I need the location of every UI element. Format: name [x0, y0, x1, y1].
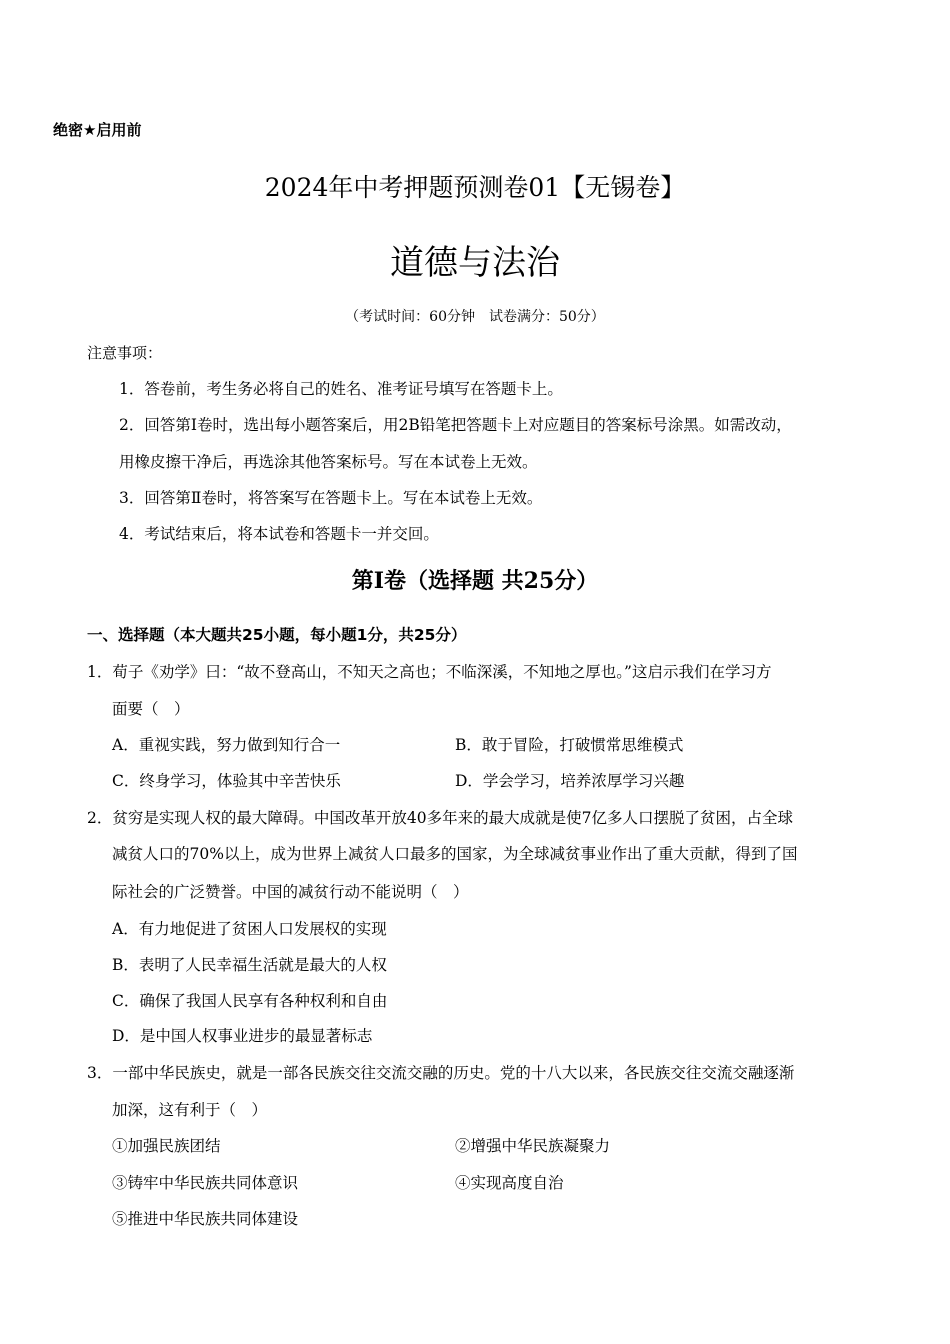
question-2-stem-continued: 减贫人口的70%以上，成为世界上减贫人口最多的国家，为全球减贫事业作出了重大贡献，得到了国 [112, 845, 798, 863]
section-title: 第Ⅰ卷（选择题 共25分） [351, 568, 599, 594]
question-1-option-c: C．终身学习，体验其中辛苦快乐 [112, 772, 341, 790]
question-3-statement-3: ③铸牢中华民族共同体意识 [112, 1174, 299, 1192]
exam-info: （考试时间：60分钟 试卷满分：50分） [345, 309, 605, 325]
question-2-stem: 2．贫穷是实现人权的最大障碍。中国改革开放40多年来的最大成就是使7亿多人口摆脱了贫困，占全球 [87, 809, 793, 827]
exam-title: 2024年中考押题预测卷01【无锡卷】 [264, 173, 686, 202]
notes-heading: 注意事项： [87, 344, 163, 362]
note-item: 4．考试结束后，将本试卷和答题卡一并交回。 [119, 525, 439, 543]
question-3-statement-4: ④实现高度自治 [455, 1174, 564, 1192]
question-1-option-a: A．重视实践，努力做到知行合一 [112, 736, 341, 754]
subject-title: 道德与法治 [390, 243, 560, 283]
question-1-option-d: D．学会学习，培养浓厚学习兴趣 [455, 772, 685, 790]
note-item: 2．回答第Ⅰ卷时，选出每小题答案后，用2B铅笔把答题卡上对应题目的答案标号涂黑。如需改动， [119, 416, 792, 434]
question-2-option-a: A．有力地促进了贫困人口发展权的实现 [112, 920, 387, 938]
confidential-label: 绝密★启用前 [53, 121, 142, 139]
part-heading: 一、选择题（本大题共25小题，每小题1分，共25分） [87, 626, 467, 644]
question-1-option-b: B．敢于冒险，打破惯常思维模式 [455, 736, 684, 754]
question-2-option-d: D．是中国人权事业进步的最显著标志 [112, 1027, 373, 1045]
question-3-stem: 3．一部中华民族史，就是一部各民族交往交流交融的历史。党的十八大以来，各民族交往交流交融逐渐 [87, 1064, 795, 1082]
question-1-stem-continued: 面要（ ） [112, 700, 190, 718]
note-item: 3．回答第Ⅱ卷时，将答案写在答题卡上。写在本试卷上无效。 [119, 489, 543, 507]
note-item-continued: 用橡皮擦干净后，再选涂其他答案标号。写在本试卷上无效。 [119, 453, 538, 471]
question-2-stem-continued: 际社会的广泛赞誉。中国的减贫行动不能说明（ ） [112, 883, 469, 901]
question-3-statement-2: ②增强中华民族凝聚力 [455, 1137, 611, 1155]
question-3-statement-1: ①加强民族团结 [112, 1137, 221, 1155]
note-item: 1．答卷前，考生务必将自己的姓名、准考证号填写在答题卡上。 [119, 380, 563, 398]
question-3-stem-continued: 加深，这有利于（ ） [112, 1101, 268, 1119]
question-1-stem: 1．荀子《劝学》曰：“故不登高山，不知天之高也；不临深溪，不知地之厚也。”这启示我们在学习方 [87, 663, 772, 681]
question-2-option-b: B．表明了人民幸福生活就是最大的人权 [112, 956, 387, 974]
question-3-statement-5: ⑤推进中华民族共同体建设 [112, 1210, 299, 1228]
question-2-option-c: C．确保了我国人民享有各种权利和自由 [112, 992, 388, 1010]
